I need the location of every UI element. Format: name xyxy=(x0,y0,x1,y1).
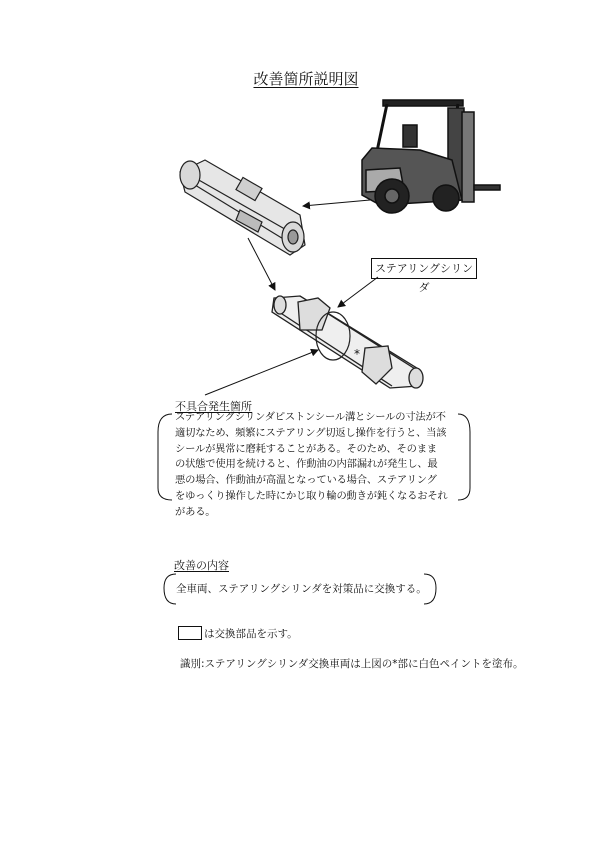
defect-line: をゆっくり操作した時にかじ取り輪の動きが鈍くなるおそれ xyxy=(175,489,448,502)
legend-text: は交換部品を示す。 xyxy=(204,628,298,640)
defect-line: ステアリングシリンダピストンシール溝とシールの寸法が不 xyxy=(175,411,446,423)
steering-cylinder-image xyxy=(272,296,423,388)
forklift-image xyxy=(362,100,500,213)
steering-cylinder-label: ステアリングシリンダ xyxy=(371,258,477,279)
defect-line: の状態で使用を続けると、作動油の内部漏れが発生し、最 xyxy=(175,458,438,471)
defect-line: 悪の場合、作動油が高温となっている場合、ステアリング xyxy=(175,474,437,487)
asterisk-mark: * xyxy=(354,347,360,361)
identification-note: 識別:ステアリングシリンダ交換車両は上図の*部に白色ペイントを塗布。 xyxy=(180,658,524,670)
improvement-text: 全車両、ステアリングシリンダを対策品に交換する。 xyxy=(176,583,427,595)
improvement-heading: 改善の内容 xyxy=(174,559,229,572)
defect-line: 適切なため、頻繁にステアリング切返し操作を行うと、当該 xyxy=(175,426,447,439)
defect-line: がある。 xyxy=(175,505,216,518)
legend-box xyxy=(178,626,202,640)
defect-description xyxy=(175,410,457,521)
page-title: 改善箇所説明図 xyxy=(253,70,359,88)
defect-line: シールが異常に磨耗することがある。そのため、そのまま xyxy=(175,442,437,455)
defect-heading: 不具合発生箇所 xyxy=(175,400,252,413)
axle-assembly-image xyxy=(180,160,305,255)
